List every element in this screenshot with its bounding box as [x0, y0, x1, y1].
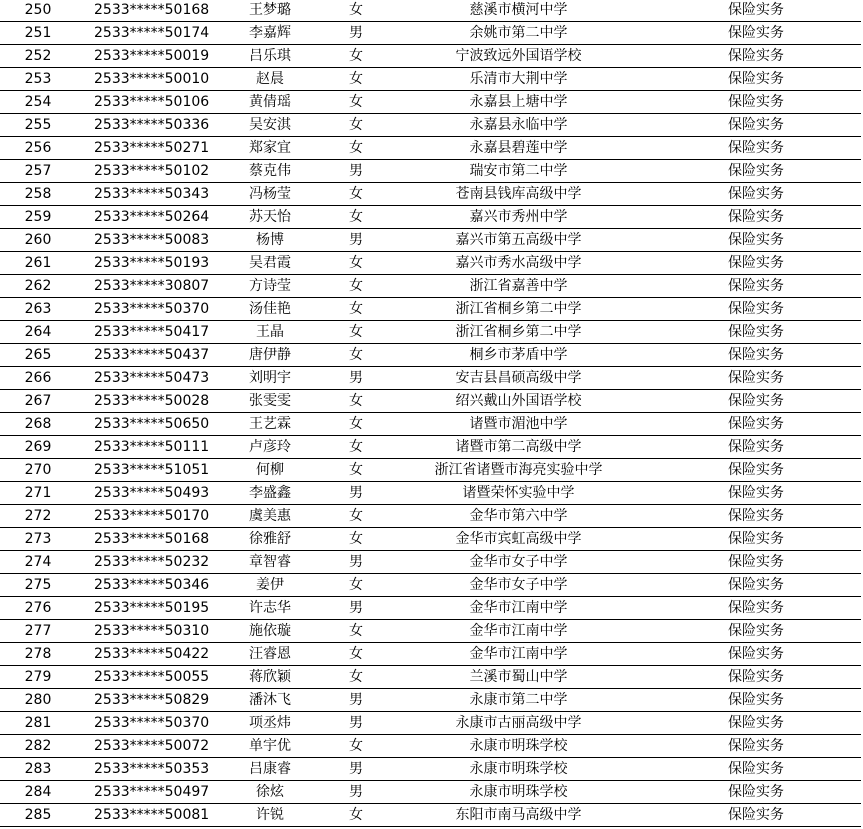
gender-cell: 男: [326, 597, 386, 620]
table-row: [0, 367, 861, 390]
student-name-cell: 姜伊: [214, 574, 326, 597]
candidate-id-cell: 2533*****50083: [76, 229, 214, 252]
school-cell: 永嘉县上塘中学: [386, 91, 651, 114]
row-number-cell: 263: [0, 298, 76, 321]
school-cell: 金华市第六中学: [386, 505, 651, 528]
gender-cell: 女: [326, 528, 386, 551]
student-name-cell: 李盛鑫: [214, 482, 326, 505]
row-number-cell: 284: [0, 781, 76, 804]
table-row: [0, 137, 861, 160]
subject-cell: 保险实务: [651, 436, 861, 459]
table-row: [0, 528, 861, 551]
subject-cell: 保险实务: [651, 574, 861, 597]
student-name-cell: 项丞炜: [214, 712, 326, 735]
subject-cell: 保险实务: [651, 321, 861, 344]
table-row: [0, 45, 861, 68]
school-cell: 嘉兴市秀州中学: [386, 206, 651, 229]
student-name-cell: 刘明宇: [214, 367, 326, 390]
student-name-cell: 汪睿恩: [214, 643, 326, 666]
school-cell: 乐清市大荆中学: [386, 68, 651, 91]
student-name-cell: 冯杨莹: [214, 183, 326, 206]
gender-cell: 女: [326, 321, 386, 344]
school-cell: 浙江省桐乡第二中学: [386, 298, 651, 321]
school-cell: 诸暨市湄池中学: [386, 413, 651, 436]
subject-cell: 保险实务: [651, 252, 861, 275]
gender-cell: 女: [326, 252, 386, 275]
student-name-cell: 王艺霖: [214, 413, 326, 436]
gender-cell: 女: [326, 68, 386, 91]
student-name-cell: 吴君霞: [214, 252, 326, 275]
subject-cell: 保险实务: [651, 781, 861, 804]
candidate-id-cell: 2533*****50106: [76, 91, 214, 114]
subject-cell: 保险实务: [651, 0, 861, 22]
gender-cell: 女: [326, 643, 386, 666]
row-number-cell: 277: [0, 620, 76, 643]
gender-cell: 女: [326, 459, 386, 482]
gender-cell: 男: [326, 367, 386, 390]
school-cell: 兰溪市蜀山中学: [386, 666, 651, 689]
subject-cell: 保险实务: [651, 505, 861, 528]
student-name-cell: 徐炫: [214, 781, 326, 804]
row-number-cell: 285: [0, 804, 76, 827]
gender-cell: 女: [326, 183, 386, 206]
row-number-cell: 269: [0, 436, 76, 459]
subject-cell: 保险实务: [651, 804, 861, 827]
school-cell: 金华市女子中学: [386, 551, 651, 574]
gender-cell: 男: [326, 229, 386, 252]
table-row: [0, 344, 861, 367]
row-number-cell: 274: [0, 551, 76, 574]
student-name-cell: 王晶: [214, 321, 326, 344]
table-row: [0, 735, 861, 758]
candidate-id-cell: 2533*****50493: [76, 482, 214, 505]
student-name-cell: 赵晨: [214, 68, 326, 91]
candidate-id-cell: 2533*****50346: [76, 574, 214, 597]
gender-cell: 女: [326, 390, 386, 413]
candidate-id-cell: 2533*****50232: [76, 551, 214, 574]
subject-cell: 保险实务: [651, 344, 861, 367]
candidate-id-cell: 2533*****51051: [76, 459, 214, 482]
student-name-cell: 张雯雯: [214, 390, 326, 413]
school-cell: 浙江省嘉善中学: [386, 275, 651, 298]
gender-cell: 女: [326, 505, 386, 528]
subject-cell: 保险实务: [651, 45, 861, 68]
row-number-cell: 279: [0, 666, 76, 689]
table-row: [0, 275, 861, 298]
candidate-id-cell: 2533*****50343: [76, 183, 214, 206]
subject-cell: 保险实务: [651, 735, 861, 758]
student-name-cell: 单宇优: [214, 735, 326, 758]
table-row: [0, 505, 861, 528]
table-row: [0, 22, 861, 45]
row-number-cell: 275: [0, 574, 76, 597]
subject-cell: 保险实务: [651, 390, 861, 413]
table-row: [0, 712, 861, 735]
table-row: [0, 68, 861, 91]
subject-cell: 保险实务: [651, 643, 861, 666]
school-cell: 金华市宾虹高级中学: [386, 528, 651, 551]
table-row: [0, 0, 861, 22]
student-name-cell: 吴安淇: [214, 114, 326, 137]
table-row: [0, 229, 861, 252]
subject-cell: 保险实务: [651, 620, 861, 643]
table-row: [0, 91, 861, 114]
school-cell: 永康市古丽高级中学: [386, 712, 651, 735]
table-row: [0, 666, 861, 689]
subject-cell: 保险实务: [651, 551, 861, 574]
subject-cell: 保险实务: [651, 114, 861, 137]
subject-cell: 保险实务: [651, 459, 861, 482]
subject-cell: 保险实务: [651, 666, 861, 689]
subject-cell: 保险实务: [651, 91, 861, 114]
candidate-id-cell: 2533*****50370: [76, 298, 214, 321]
row-number-cell: 281: [0, 712, 76, 735]
school-cell: 嘉兴市第五高级中学: [386, 229, 651, 252]
row-number-cell: 253: [0, 68, 76, 91]
row-number-cell: 254: [0, 91, 76, 114]
candidate-id-cell: 2533*****50271: [76, 137, 214, 160]
row-number-cell: 260: [0, 229, 76, 252]
subject-cell: 保险实务: [651, 597, 861, 620]
student-name-cell: 杨博: [214, 229, 326, 252]
candidate-id-cell: 2533*****30807: [76, 275, 214, 298]
row-number-cell: 259: [0, 206, 76, 229]
gender-cell: 女: [326, 298, 386, 321]
gender-cell: 女: [326, 91, 386, 114]
student-name-cell: 章智睿: [214, 551, 326, 574]
table-row: [0, 574, 861, 597]
candidate-id-cell: 2533*****50473: [76, 367, 214, 390]
subject-cell: 保险实务: [651, 68, 861, 91]
gender-cell: 男: [326, 22, 386, 45]
row-number-cell: 268: [0, 413, 76, 436]
row-number-cell: 282: [0, 735, 76, 758]
subject-cell: 保险实务: [651, 229, 861, 252]
gender-cell: 男: [326, 160, 386, 183]
candidate-id-cell: 2533*****50193: [76, 252, 214, 275]
student-name-cell: 王梦璐: [214, 0, 326, 22]
gender-cell: 男: [326, 551, 386, 574]
candidate-id-cell: 2533*****50353: [76, 758, 214, 781]
table-row: [0, 643, 861, 666]
student-name-cell: 徐雅舒: [214, 528, 326, 551]
table-row: [0, 436, 861, 459]
student-name-cell: 方诗莹: [214, 275, 326, 298]
gender-cell: 男: [326, 712, 386, 735]
row-number-cell: 266: [0, 367, 76, 390]
gender-cell: 女: [326, 45, 386, 68]
row-number-cell: 256: [0, 137, 76, 160]
candidate-id-cell: 2533*****50264: [76, 206, 214, 229]
gender-cell: 女: [326, 735, 386, 758]
school-cell: 瑞安市第二中学: [386, 160, 651, 183]
subject-cell: 保险实务: [651, 413, 861, 436]
student-name-cell: 蔡克伟: [214, 160, 326, 183]
subject-cell: 保险实务: [651, 712, 861, 735]
school-cell: 东阳市南马高级中学: [386, 804, 651, 827]
table-row: [0, 160, 861, 183]
candidate-id-cell: 2533*****50019: [76, 45, 214, 68]
table-row: [0, 620, 861, 643]
gender-cell: 女: [326, 666, 386, 689]
row-number-cell: 262: [0, 275, 76, 298]
student-name-cell: 许志华: [214, 597, 326, 620]
table-row: [0, 206, 861, 229]
student-name-cell: 唐伊静: [214, 344, 326, 367]
school-cell: 安吉县昌硕高级中学: [386, 367, 651, 390]
gender-cell: 男: [326, 781, 386, 804]
candidate-id-cell: 2533*****50310: [76, 620, 214, 643]
school-cell: 金华市江南中学: [386, 620, 651, 643]
table-row: [0, 321, 861, 344]
student-name-cell: 吕康睿: [214, 758, 326, 781]
student-name-cell: 吕乐琪: [214, 45, 326, 68]
table-row: [0, 459, 861, 482]
school-cell: 永康市明珠学校: [386, 758, 651, 781]
row-number-cell: 271: [0, 482, 76, 505]
school-cell: 永嘉县碧莲中学: [386, 137, 651, 160]
student-name-cell: 黄倩瑶: [214, 91, 326, 114]
row-number-cell: 255: [0, 114, 76, 137]
table-row: [0, 413, 861, 436]
table-row: [0, 758, 861, 781]
school-cell: 永康市明珠学校: [386, 735, 651, 758]
table-row: [0, 482, 861, 505]
gender-cell: 女: [326, 206, 386, 229]
candidate-id-cell: 2533*****50072: [76, 735, 214, 758]
table-row: [0, 597, 861, 620]
candidate-id-cell: 2533*****50111: [76, 436, 214, 459]
student-name-cell: 蒋欣颖: [214, 666, 326, 689]
candidate-id-cell: 2533*****50168: [76, 528, 214, 551]
subject-cell: 保险实务: [651, 689, 861, 712]
candidate-id-cell: 2533*****50650: [76, 413, 214, 436]
school-cell: 慈溪市横河中学: [386, 0, 651, 22]
candidate-id-cell: 2533*****50081: [76, 804, 214, 827]
candidate-id-cell: 2533*****50417: [76, 321, 214, 344]
row-number-cell: 267: [0, 390, 76, 413]
school-cell: 绍兴戴山外国语学校: [386, 390, 651, 413]
table-row: [0, 298, 861, 321]
school-cell: 永康市明珠学校: [386, 781, 651, 804]
candidate-id-cell: 2533*****50174: [76, 22, 214, 45]
candidate-id-cell: 2533*****50437: [76, 344, 214, 367]
school-cell: 嘉兴市秀水高级中学: [386, 252, 651, 275]
subject-cell: 保险实务: [651, 206, 861, 229]
table-row: [0, 804, 861, 827]
row-number-cell: 273: [0, 528, 76, 551]
student-name-cell: 施依璇: [214, 620, 326, 643]
school-cell: 浙江省诸暨市海亮实验中学: [386, 459, 651, 482]
subject-cell: 保险实务: [651, 367, 861, 390]
school-cell: 桐乡市茅盾中学: [386, 344, 651, 367]
subject-cell: 保险实务: [651, 137, 861, 160]
table-row: [0, 252, 861, 275]
school-cell: 苍南县钱库高级中学: [386, 183, 651, 206]
candidate-id-cell: 2533*****50497: [76, 781, 214, 804]
candidate-id-cell: 2533*****50055: [76, 666, 214, 689]
table-row: [0, 689, 861, 712]
school-cell: 金华市女子中学: [386, 574, 651, 597]
subject-cell: 保险实务: [651, 482, 861, 505]
candidate-id-cell: 2533*****50829: [76, 689, 214, 712]
candidate-id-cell: 2533*****50028: [76, 390, 214, 413]
school-cell: 永嘉县永临中学: [386, 114, 651, 137]
school-cell: 宁波致远外国语学校: [386, 45, 651, 68]
student-name-cell: 虞美惠: [214, 505, 326, 528]
table-row: [0, 183, 861, 206]
student-name-cell: 卢彦玲: [214, 436, 326, 459]
gender-cell: 女: [326, 344, 386, 367]
row-number-cell: 250: [0, 0, 76, 22]
student-name-cell: 许锐: [214, 804, 326, 827]
row-number-cell: 264: [0, 321, 76, 344]
gender-cell: 女: [326, 137, 386, 160]
student-name-cell: 汤佳艳: [214, 298, 326, 321]
table-row: [0, 114, 861, 137]
gender-cell: 女: [326, 620, 386, 643]
candidate-id-cell: 2533*****50370: [76, 712, 214, 735]
candidate-id-cell: 2533*****50170: [76, 505, 214, 528]
gender-cell: 女: [326, 804, 386, 827]
gender-cell: 男: [326, 758, 386, 781]
candidate-id-cell: 2533*****50195: [76, 597, 214, 620]
school-cell: 余姚市第二中学: [386, 22, 651, 45]
gender-cell: 女: [326, 0, 386, 22]
row-number-cell: 258: [0, 183, 76, 206]
gender-cell: 女: [326, 574, 386, 597]
candidate-id-cell: 2533*****50336: [76, 114, 214, 137]
school-cell: 金华市江南中学: [386, 643, 651, 666]
subject-cell: 保险实务: [651, 22, 861, 45]
candidate-id-cell: 2533*****50102: [76, 160, 214, 183]
candidate-id-cell: 2533*****50422: [76, 643, 214, 666]
gender-cell: 女: [326, 436, 386, 459]
row-number-cell: 270: [0, 459, 76, 482]
table-row: [0, 390, 861, 413]
student-name-cell: 郑家宜: [214, 137, 326, 160]
row-number-cell: 278: [0, 643, 76, 666]
gender-cell: 男: [326, 482, 386, 505]
row-number-cell: 251: [0, 22, 76, 45]
row-number-cell: 272: [0, 505, 76, 528]
row-number-cell: 261: [0, 252, 76, 275]
row-number-cell: 265: [0, 344, 76, 367]
student-name-cell: 何柳: [214, 459, 326, 482]
school-cell: 诸暨市第二高级中学: [386, 436, 651, 459]
student-name-cell: 潘沐飞: [214, 689, 326, 712]
table-row: [0, 781, 861, 804]
student-name-cell: 苏天怡: [214, 206, 326, 229]
table-row: [0, 551, 861, 574]
candidate-id-cell: 2533*****50010: [76, 68, 214, 91]
school-cell: 金华市江南中学: [386, 597, 651, 620]
gender-cell: 女: [326, 413, 386, 436]
gender-cell: 女: [326, 114, 386, 137]
candidate-id-cell: 2533*****50168: [76, 0, 214, 22]
school-cell: 诸暨荣怀实验中学: [386, 482, 651, 505]
school-cell: 浙江省桐乡第二中学: [386, 321, 651, 344]
row-number-cell: 283: [0, 758, 76, 781]
row-number-cell: 276: [0, 597, 76, 620]
student-name-cell: 李嘉辉: [214, 22, 326, 45]
subject-cell: 保险实务: [651, 160, 861, 183]
gender-cell: 女: [326, 275, 386, 298]
subject-cell: 保险实务: [651, 183, 861, 206]
subject-cell: 保险实务: [651, 758, 861, 781]
row-number-cell: 257: [0, 160, 76, 183]
school-cell: 永康市第二中学: [386, 689, 651, 712]
row-number-cell: 252: [0, 45, 76, 68]
subject-cell: 保险实务: [651, 528, 861, 551]
row-number-cell: 280: [0, 689, 76, 712]
subject-cell: 保险实务: [651, 298, 861, 321]
subject-cell: 保险实务: [651, 275, 861, 298]
gender-cell: 男: [326, 689, 386, 712]
